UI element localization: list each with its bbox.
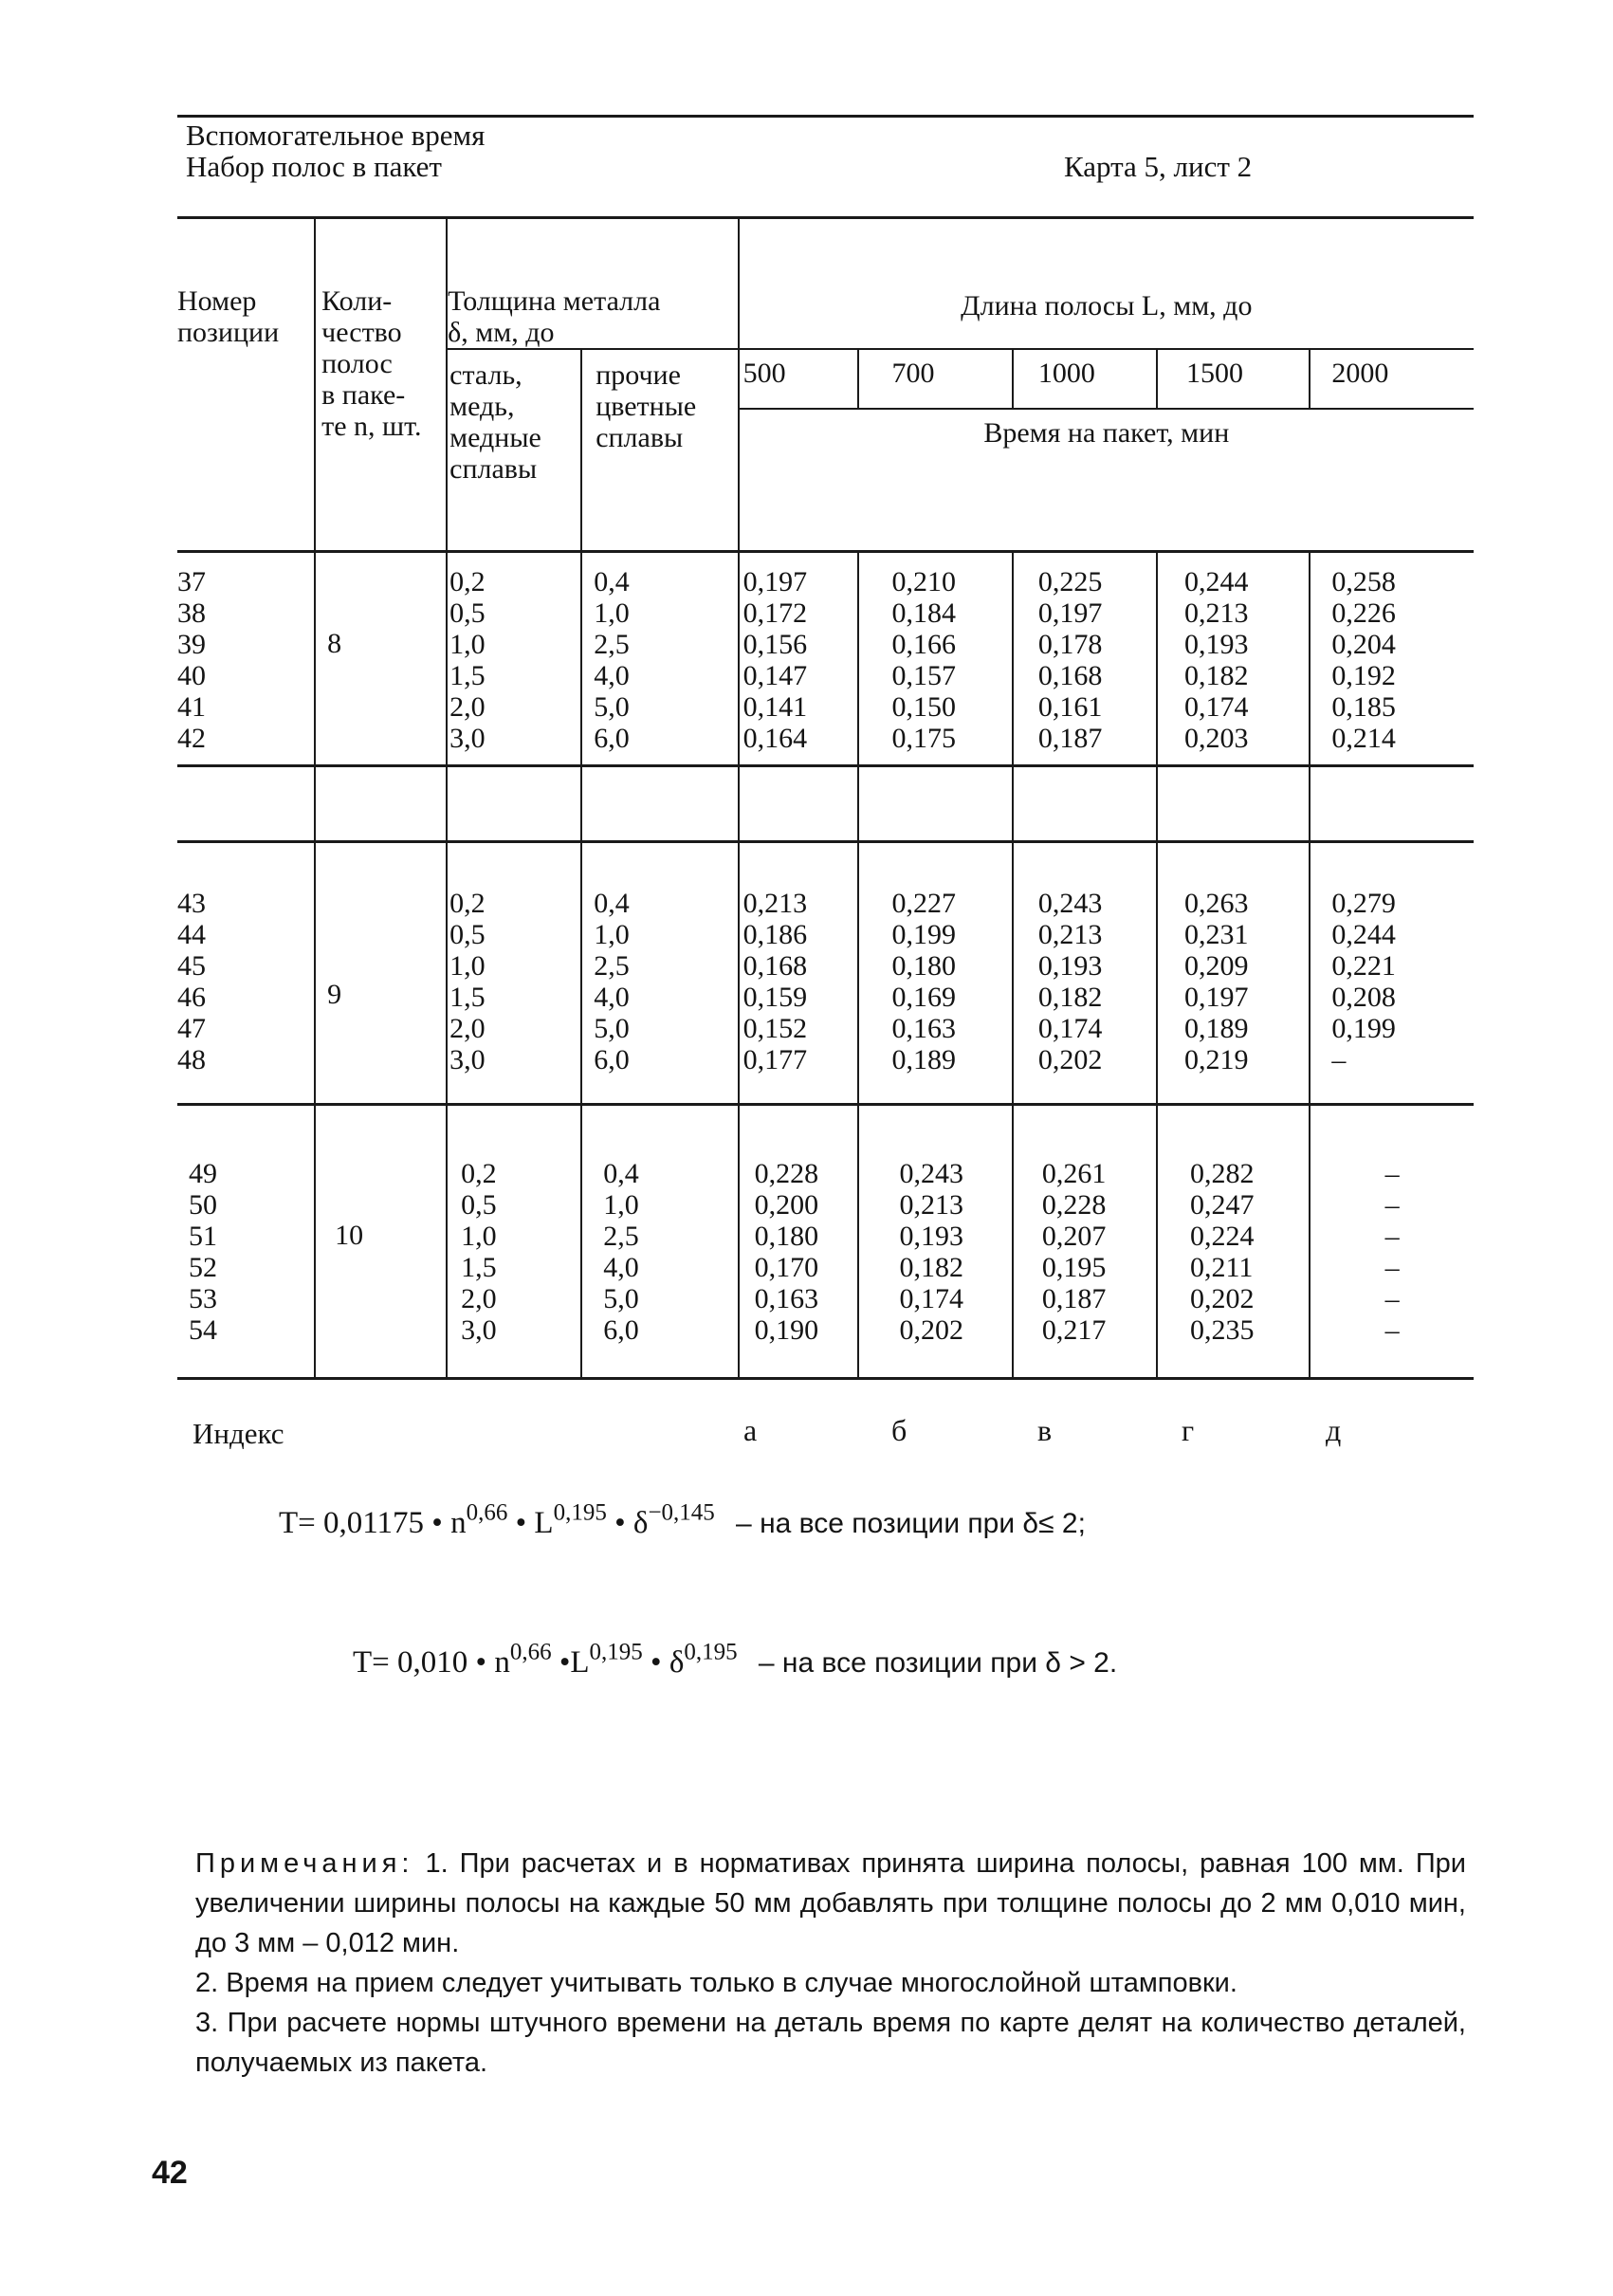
position-header: Номер позиции xyxy=(177,218,315,552)
time-values-500: 0,228 0,200 0,180 0,170 0,163 0,190 xyxy=(739,1104,859,1378)
table-row-group-3 xyxy=(177,1104,1474,1378)
spacer-cell xyxy=(447,765,581,841)
time-values-700: 0,227 0,199 0,180 0,169 0,163 0,189 xyxy=(858,841,1012,1104)
formula-exponent: 0,195 xyxy=(684,1639,738,1665)
length-2000-header: 2000 xyxy=(1310,349,1474,409)
table-spacer-row xyxy=(177,765,1474,841)
time-values-2000: – – – – – – xyxy=(1310,1104,1474,1378)
time-values-1500: 0,282 0,247 0,224 0,211 0,202 0,235 xyxy=(1157,1104,1310,1378)
header-row-1 xyxy=(177,218,1474,350)
thickness-header: Толщина металла δ, мм, до xyxy=(447,218,738,350)
header-top-rule xyxy=(177,115,1474,118)
position-numbers: 43 44 45 46 47 48 xyxy=(177,841,315,1104)
formula-part: • L xyxy=(507,1506,554,1540)
other-alloy-thickness-values: 0,4 1,0 2,5 4,0 5,0 6,0 xyxy=(581,1104,738,1378)
spacer-cell xyxy=(315,765,447,841)
note-3: 3. При расчете нормы штучного времени на деталь время по карте делят на количество деталей, получаемых из пакета. xyxy=(195,2008,1466,2078)
formula-exponent: 0,195 xyxy=(553,1499,607,1526)
time-values-1000: 0,243 0,213 0,193 0,182 0,174 0,202 xyxy=(1013,841,1157,1104)
formula-exponent: 0,66 xyxy=(466,1499,508,1526)
position-numbers: 49 50 51 52 53 54 xyxy=(177,1104,315,1378)
index-letter-d: д xyxy=(1326,1413,1342,1447)
steel-thickness-values: 0,2 0,5 1,0 1,5 2,0 3,0 xyxy=(447,551,581,765)
spacer-cell xyxy=(858,765,1012,841)
spacer-cell xyxy=(739,765,859,841)
spacer-cell xyxy=(581,765,738,841)
formula-thick xyxy=(353,1639,1118,1681)
strip-length-header: Длина полосы L, мм, до xyxy=(739,218,1474,350)
index-letter-a: а xyxy=(743,1413,758,1447)
strip-count-header: Коли- чество полос в паке- те n, шт. xyxy=(315,218,447,552)
formula-thin xyxy=(279,1499,1086,1541)
time-values-1500: 0,244 0,213 0,193 0,182 0,174 0,203 xyxy=(1157,551,1310,765)
steel-header: сталь, медь, медные сплавы xyxy=(447,349,581,551)
time-values-1500: 0,263 0,231 0,209 0,197 0,189 0,219 xyxy=(1157,841,1310,1104)
norms-table xyxy=(177,216,1474,1380)
time-values-1000: 0,261 0,228 0,207 0,195 0,187 0,217 xyxy=(1013,1104,1157,1378)
length-1500-header: 1500 xyxy=(1157,349,1310,409)
card-sheet-label: Карта 5, лист 2 xyxy=(1064,150,1253,183)
length-1000-header: 1000 xyxy=(1013,349,1157,409)
other-alloy-thickness-values: 0,4 1,0 2,5 4,0 5,0 6,0 xyxy=(581,551,738,765)
notes-block xyxy=(195,1844,1466,2083)
time-values-500: 0,213 0,186 0,168 0,159 0,152 0,177 xyxy=(739,841,859,1104)
formula-exponent: −0,145 xyxy=(648,1499,715,1526)
steel-thickness-values: 0,2 0,5 1,0 1,5 2,0 3,0 xyxy=(447,841,581,1104)
formula-part: • δ xyxy=(642,1645,685,1680)
formula-part: T= 0,01175 • n xyxy=(279,1506,467,1540)
note-2: 2. Время на прием следует учитывать только в случае многослойной штамповки. xyxy=(195,1968,1237,1998)
length-500-header: 500 xyxy=(739,349,859,409)
formula-description: – на все позиции при δ≤ 2; xyxy=(736,1508,1086,1539)
time-values-700: 0,243 0,213 0,193 0,182 0,174 0,202 xyxy=(858,1104,1012,1378)
time-values-1000: 0,225 0,197 0,178 0,168 0,161 0,187 xyxy=(1013,551,1157,765)
other-alloy-thickness-values: 0,4 1,0 2,5 4,0 5,0 6,0 xyxy=(581,841,738,1104)
spacer-cell xyxy=(1157,765,1310,841)
formula-part: • δ xyxy=(606,1506,649,1540)
table-row-group-2 xyxy=(177,841,1474,1104)
spacer-cell xyxy=(1310,765,1474,841)
other-alloys-header: прочие цветные сплавы xyxy=(581,349,738,551)
spacer-cell xyxy=(1013,765,1157,841)
time-values-2000: 0,258 0,226 0,204 0,192 0,185 0,214 xyxy=(1310,551,1474,765)
note-1-text: 1. При расчетах и в нормативах принята ширина полосы, равная 100 мм. При увеличении ширины полосы на каждые 50 мм добавлять при толщине полосы до 2 мм 0,010 мин, до 3 мм – 0,012 мин. xyxy=(195,1848,1467,1958)
steel-thickness-values: 0,2 0,5 1,0 1,5 2,0 3,0 xyxy=(447,1104,581,1378)
formula-exponent: 0,66 xyxy=(509,1639,552,1665)
header-title: Вспомогательное время xyxy=(186,119,486,152)
time-values-700: 0,210 0,184 0,166 0,157 0,150 0,175 xyxy=(858,551,1012,765)
strip-count: 8 xyxy=(315,551,447,765)
formula-exponent: 0,195 xyxy=(589,1639,643,1665)
index-letter-g: г xyxy=(1182,1413,1195,1447)
formula-part: T= 0,010 • n xyxy=(353,1645,510,1680)
formula-description: – на все позиции при δ > 2. xyxy=(758,1647,1118,1679)
index-letter-b: б xyxy=(891,1413,907,1447)
formula-part: •L xyxy=(551,1645,590,1680)
strip-count: 10 xyxy=(315,1104,447,1378)
index-label: Индекс xyxy=(192,1417,284,1450)
spacer-cell xyxy=(177,765,315,841)
time-values-2000: 0,279 0,244 0,221 0,208 0,199 – xyxy=(1310,841,1474,1104)
index-letter-v: в xyxy=(1037,1413,1053,1447)
position-numbers: 37 38 39 40 41 42 xyxy=(177,551,315,765)
time-values-500: 0,197 0,172 0,156 0,147 0,141 0,164 xyxy=(739,551,859,765)
header-subtitle: Набор полос в пакет xyxy=(186,150,442,183)
table-row-group-1 xyxy=(177,551,1474,765)
length-700-header: 700 xyxy=(858,349,1012,409)
time-per-packet-header: Время на пакет, мин xyxy=(739,409,1474,551)
strip-count: 9 xyxy=(315,841,447,1104)
page-number: 42 xyxy=(152,2155,188,2191)
notes-title: Примечания: xyxy=(195,1848,414,1879)
note-1 xyxy=(195,1844,1466,1963)
